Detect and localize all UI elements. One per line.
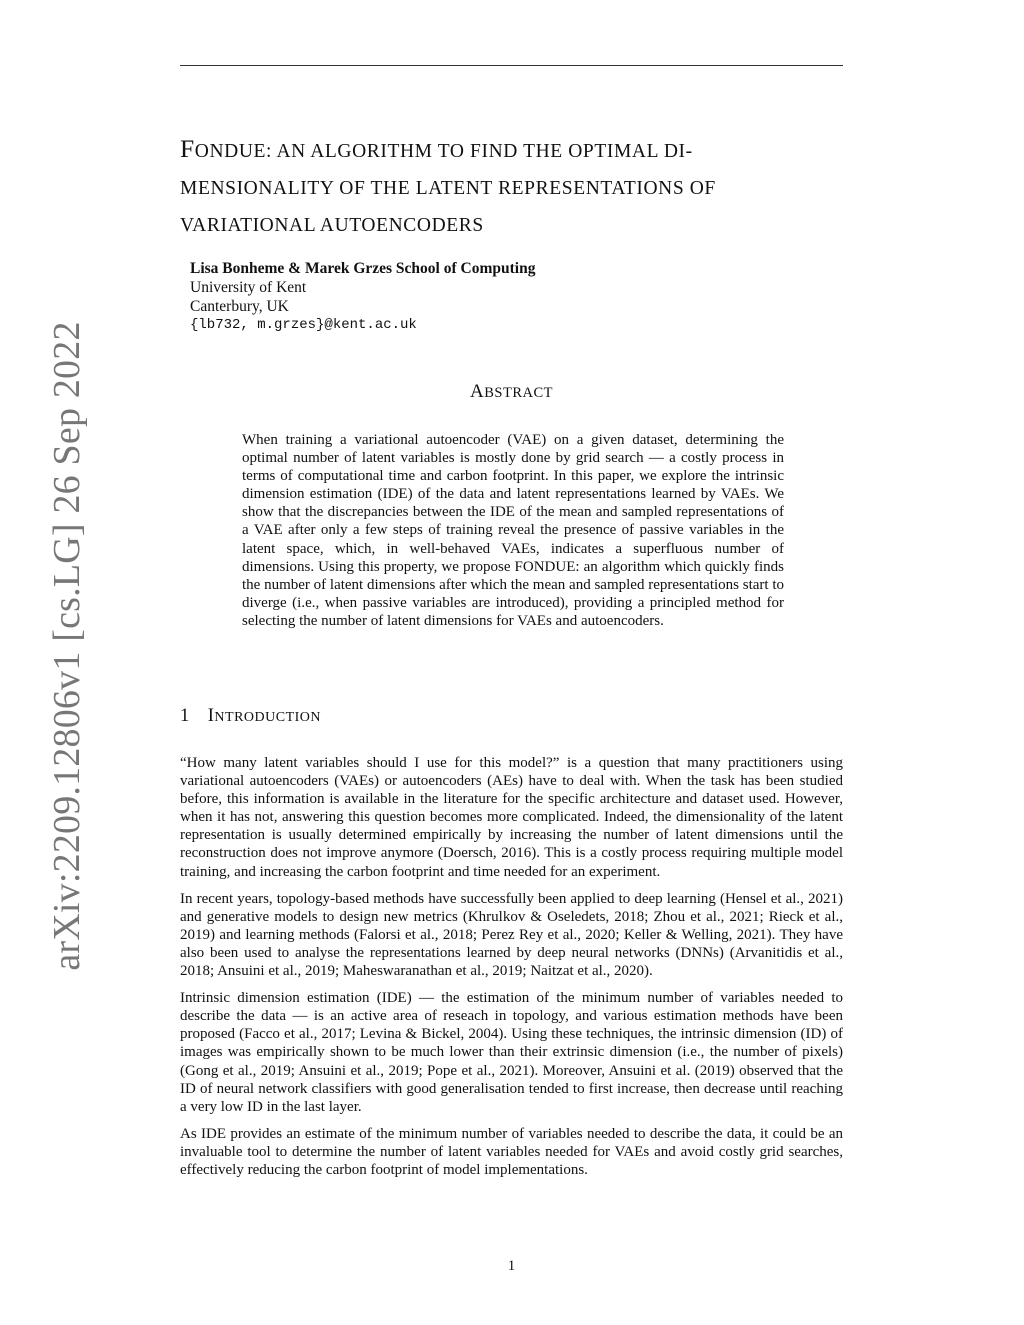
title-line-1: [180, 130, 843, 170]
paragraph: As IDE provides an estimate of the minimum number of variables needed to describe the data, it could be an invaluable tool to determine the number of latent variables needed for VAEs and avoid costly grid searches, effectively reducing the carbon footprint of model implementations.: [180, 1125, 843, 1178]
author-university: University of Kent: [190, 279, 307, 296]
section-heading-rest: NTRODUCTION: [214, 710, 322, 725]
author-location: Canterbury, UK: [190, 298, 289, 315]
author-email: {lb732, m.grzes}@kent.ac.uk: [190, 317, 417, 333]
section-number: 1: [180, 706, 190, 726]
abstract-heading-rest: BSTRACT: [484, 385, 553, 401]
paper-title: [180, 130, 843, 244]
title-line-1-rest: ONDUE: AN ALGORITHM TO FIND THE OPTIMAL DI-: [194, 141, 693, 162]
abstract-heading: [180, 381, 843, 403]
abstract-heading-initial: A: [470, 381, 485, 402]
title-line-2: MENSIONALITY OF THE LATENT REPRESENTATIONS OF: [180, 178, 716, 199]
author-block: [190, 259, 535, 335]
paragraph: Intrinsic dimension estimation (IDE) — the estimation of the minimum number of variables needed to describe the data — is an active area of reseach in topology, and various estimation methods have been proposed (Facco et al., 2017; Levina & Bickel, 2004). Using these techniques, the intrinsic dimension (ID) of images was empirically shown to be much lower than their extrinsic dimension (i.e., the number of pixels) (Gong et al., 2019; Ansuini et al., 2019; Pope et al., 2021). Moreover, Ansuini et al. (2019) observed that the ID of neural network classifiers with good generalisation tended to first increase, then decrease until reaching a very low ID in the last layer.: [180, 990, 843, 1115]
top-rule: [180, 65, 843, 66]
arxiv-stamp: arXiv:2209.12806v1 [cs.LG] 26 Sep 2022: [46, 321, 88, 971]
introduction-body: [180, 754, 843, 1188]
title-line-3: VARIATIONAL AUTOENCODERS: [180, 215, 484, 236]
paragraph: In recent years, topology-based methods have successfully been applied to deep learning (Hensel et al., 2021) and generative models to design new metrics (Khrulkov & Oseledets, 2018; Zhou et al., 2021; Rieck et al., 2019) and learning methods (Falorsi et al., 2018; Perez Rey et al., 2020; Keller & Welling, 2021). They have also been used to analyse the representations learned by deep neural networks (DNNs) (Arvanitidis et al., 2018; Ansuini et al., 2019; Maheswaranathan et al., 2019; Naitzat et al., 2020).: [180, 890, 843, 980]
paragraph: “How many latent variables should I use for this model?” is a question that many practitioners using variational autoencoders (VAEs) or autoencoders (AEs) have to deal with. When the task has been studied before, this information is available in the literature for the specific architecture and dataset used. However, when it has not, answering this question becomes more complicated. Indeed, the dimensionality of the latent representation is usually determined empirically by increasing the number of latent dimensions until the reconstruction does not improve anymore (Doersch, 2016). This is a costly process requiring multiple model training, and increasing the carbon footprint and time needed for an experiment.: [180, 755, 843, 880]
section-heading-initial: I: [207, 706, 215, 726]
title-initial: F: [180, 134, 195, 163]
section-heading-introduction: [180, 706, 321, 727]
page-number: 1: [507, 1258, 516, 1274]
abstract-text: When training a variational autoencoder (VAE) on a given dataset, determining the optimal number of latent variables is mostly done by grid search — a costly process in terms of computational time and carbon footprint. In this paper, we explore the intrinsic dimension estimation (IDE) of the data and latent representations learned by VAEs. We show that the discrepancies between the IDE of the mean and sampled representations of a VAE after only a few steps of training reveal the presence of passive variables in the latent space, which, in well-behaved VAEs, indicates a superfluous number of dimensions. Using this property, we propose FONDUE: an algorithm which quickly finds the number of latent dimensions after which the mean and sampled representations start to diverge (i.e., when passive variables are introduced), providing a principled method for selecting the number of latent dimensions for VAEs and autoencoders.: [242, 432, 784, 629]
author-names: Lisa Bonheme & Marek Grzes School of Computing: [190, 260, 536, 277]
